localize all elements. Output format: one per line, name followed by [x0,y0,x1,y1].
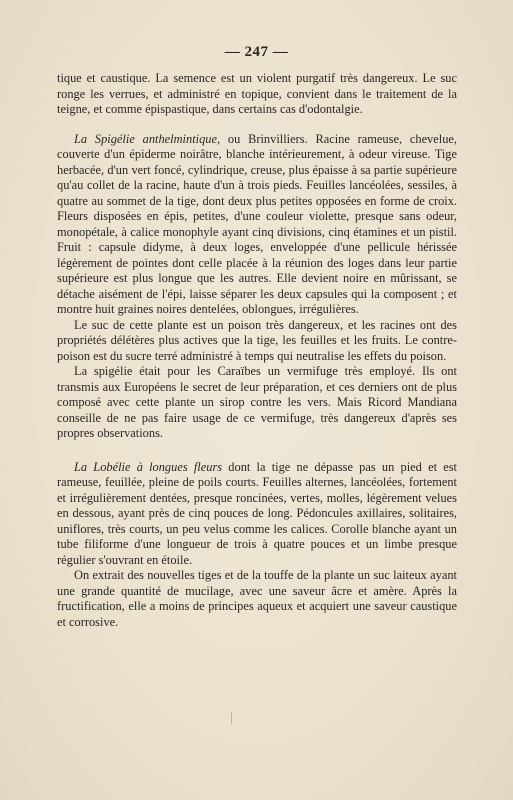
page-number-header: — 247 — [224,44,289,60]
paragraph-text: Le suc de cette plante est un poison très dangereux, et les racines ont des propriétés délétères plus actives que la tige, les feuilles et les fruits. Le contre-poison est du sucre terré administré à temps qui neutralise les effets du poison. [57,317,457,363]
paragraph-text: On extrait des nouvelles tiges et de la touffe de la plante un suc laiteux ayant une grande quantité de mucilage, avec une saveur âcre et amère. Après la fructification, elle a moins de principes aqueux et acquiert une saveur caustique et corrosive. [57,568,457,629]
paragraph-text: tique et caustique. La semence est un violent purgatif très dangereux. Le suc ronge les verrues, et administré en topique, convient dans le traitement de la teigne, et comme épispastique, dans certains cas d'odontalgie. [57,71,457,116]
paragraph-text: La spigélie était pour les Caraïbes un vermifuge très employé. Ils ont transmis aux Européens le secret de leur préparation, et ces derniers ont de plus composé avec cette plante un sirop contre les vers. Mais Ricord Mandiana conseille de ne pas faire usage de ce vermifuge, très dangereux d'après ses propres observations. [57,364,457,440]
paragraph-suc-laiteux [57,568,457,630]
paragraph-caraibes [57,364,457,442]
paragraph-poison [57,318,457,365]
body-text [57,71,457,630]
paragraph-text: dont la tige ne dépasse pas un pied et est rameuse, feuillée, pleine de poils courts. Feuilles alternes, lancéolées, fortement et irrégulièrement dentées, presque roncinées, vertes, molles, légèrement velues en dessous, ayant près de cinq pouces de long. Pédoncules axillaires, solitaires, uniflores, très courts, un peu velus comme les calices. Corolle blanche ayant un tube filiforme d'une longueur de trois à quatre pouces et un limbe presque régulier s'ouvrant en étoile. [57,459,458,567]
paragraph-text: , ou Brinvilliers. Racine rameuse, chevelue, couverte d'un épiderme noirâtre, blanche intérieurement, à odeur vireuse. Tige herbacée, d'un vert foncé, cylindrique, creuse, plus épaisse à sa partie supérieure qu'au collet de la racine, haute d'un à trois pieds. Feuilles lancéolées, sessiles, à quatre au sommet de la tige, dont deux plus petites opposées en forme de croix. Fleurs disposées en épis, petites, d'une couleur violette, presque sans odeur, monopétale, à calice monophyle ayant cinq divisions, cinq étamines et un pistil. Fruit : capsule didyme, à deux loges, enveloppée d'une pellicule hérissée légèrement de pointes dont celle placée à la réunion des loges dans leur partie supérieure est plus longue que les autres. Elle devient noire en mûrissant, se détache aisément de l'épi, laisse séparer les deux capsules qui la composent ; et montre huit graines noires dentelées, oblongues, irrégulières. [57,131,457,316]
paragraph-lobelie [57,460,457,569]
paragraph-continuation [57,71,457,118]
paragraph-spigelie [57,132,457,318]
species-name: La Lobélie à longues fleurs [74,459,223,474]
paper-mark [231,712,232,724]
species-name: La Spigélie anthelmintique [74,131,217,146]
